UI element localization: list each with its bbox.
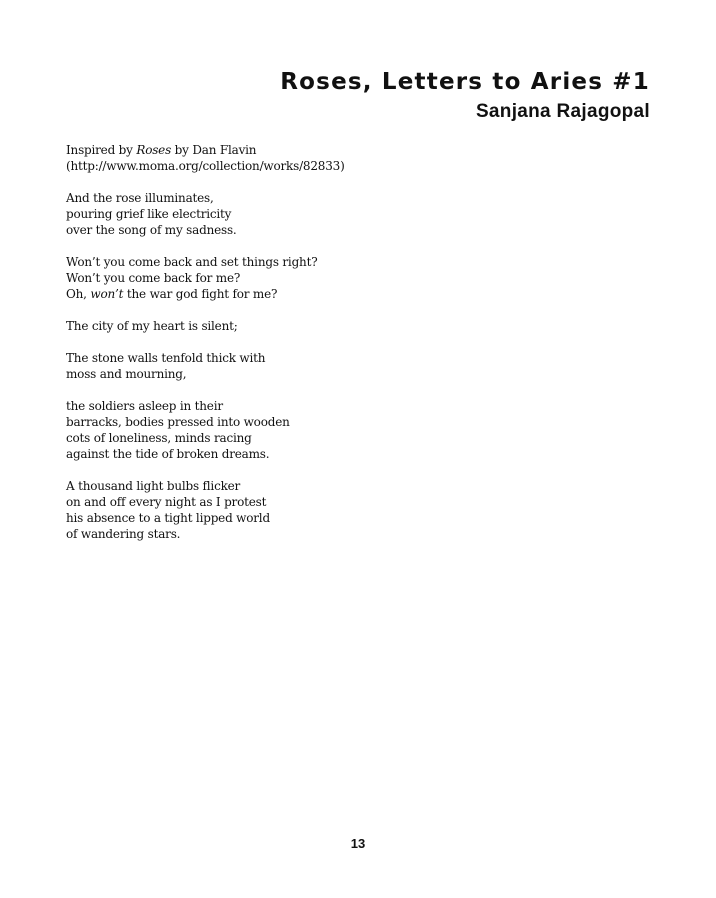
poem-line: his absence to a tight lipped world [66,511,270,525]
page-number: 13 [350,836,366,851]
poem-line: And the rose illuminates, [66,191,214,205]
stanza-2 [66,254,646,302]
intro-line [66,142,646,158]
poem-line: on and off every night as I protest [66,495,267,509]
stanza-1 [66,190,646,238]
poem-line: the soldiers asleep in their [66,399,223,413]
intro-note [66,142,646,174]
line-suffix: the war god fight for me? [123,287,278,301]
intro-suffix: by Dan Flavin [171,143,257,157]
intro-prefix: Inspired by [66,143,137,157]
poem-line: moss and mourning, [66,367,187,381]
page-header [280,66,650,126]
poem-line: The stone walls tenfold thick with [66,351,266,365]
poem-line: over the song of my sadness. [66,223,237,237]
intro-work-title: Roses [136,143,172,157]
poem-author: Sanjana Rajagopal [475,101,650,122]
line-prefix: Oh, [66,287,91,301]
poem-line: cots of loneliness, minds racing [66,431,252,445]
stanza-6 [66,478,646,542]
stanza-5 [66,398,646,462]
stanza-4 [66,350,646,382]
poem-title: Roses, Letters to Aries #1 [280,69,650,95]
poem-line: of wandering stars. [66,527,181,541]
poem-line: The city of my heart is silent; [66,319,238,333]
poem-line: A thousand light bulbs flicker [66,479,241,493]
poem-line: Won’t you come back and set things right? [66,255,318,269]
poem-line: barracks, bodies pressed into wooden [66,415,290,429]
stanza-3 [66,318,646,334]
poem-body [66,142,646,558]
poem-line: Won’t you come back for me? [66,271,241,285]
poem-line: pouring grief like electricity [66,207,232,221]
poem-line [66,286,646,302]
line-emphasis: won’t [90,287,124,301]
intro-url: (http://www.moma.org/collection/works/82833) [66,159,345,173]
poem-line: against the tide of broken dreams. [66,447,270,461]
